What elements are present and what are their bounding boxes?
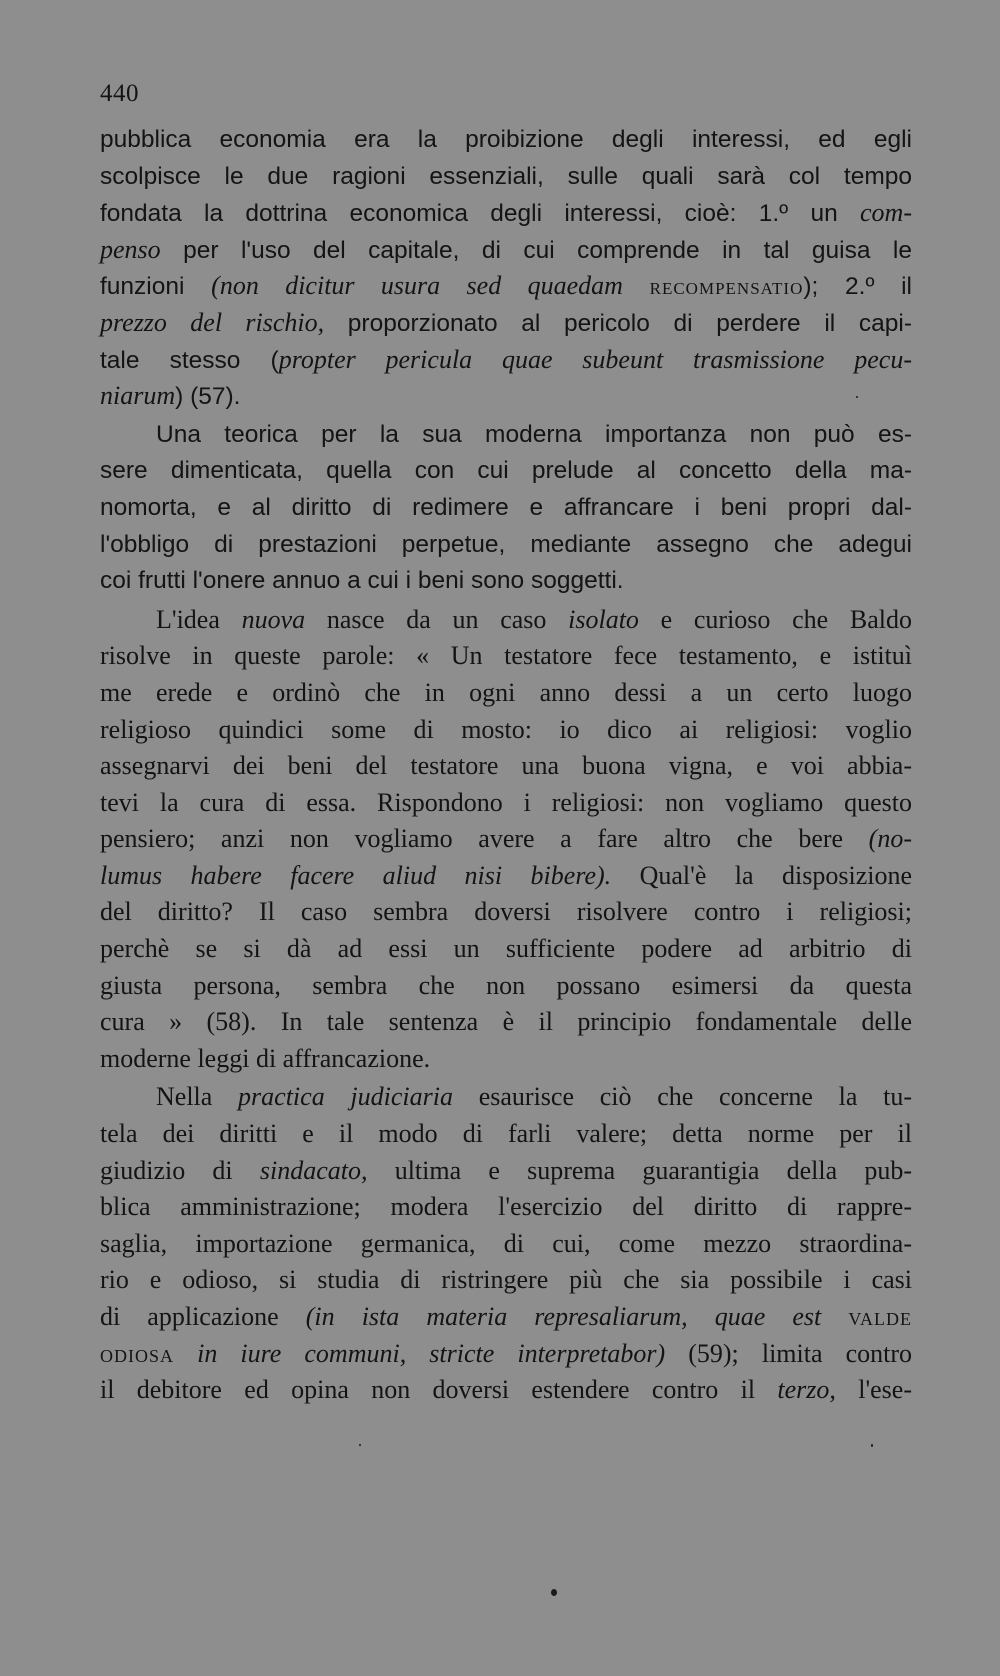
text-segment: funzioni xyxy=(100,273,212,301)
text-line xyxy=(100,894,912,931)
text-segment: tela dei diritti e il modo di farli valere; detta norme per il xyxy=(100,1119,912,1149)
text-line xyxy=(100,675,912,712)
text-line xyxy=(100,1336,912,1373)
text-segment: L'idea xyxy=(156,604,242,634)
text-segment: pensiero; anzi non vogliamo avere a fare altro che bere xyxy=(100,824,869,854)
text-line xyxy=(100,1262,912,1299)
text-segment: fondata la dottrina economica degli interessi, cioè: 1.º un xyxy=(100,200,861,228)
text-line xyxy=(100,1189,912,1226)
text-line xyxy=(100,638,912,675)
text-segment xyxy=(821,1302,848,1331)
text-segment: me erede e ordinò che in ogni anno dessi a un certo luogo xyxy=(100,677,912,707)
text-line xyxy=(100,821,912,858)
text-line xyxy=(100,159,912,196)
text-segment: esaurisce ciò che concerne la tu- xyxy=(452,1082,912,1112)
body-text xyxy=(100,122,912,1409)
text-line xyxy=(100,602,912,639)
text-segment: assegnarvi dei beni del testatore una buona vigna, e voi abbia- xyxy=(100,751,912,781)
text-segment: ); 2.º il xyxy=(803,273,912,301)
text-line xyxy=(100,1299,912,1336)
text-segment: l'obbligo di prestazioni perpetue, mediante assegno che adegui xyxy=(100,530,912,558)
text-segment: moderne leggi di affrancazione. xyxy=(100,1043,431,1073)
text-line xyxy=(100,1153,912,1190)
text-line xyxy=(100,195,912,232)
text-line xyxy=(100,122,912,159)
small-caps-text: odiosa xyxy=(100,1338,175,1368)
text-segment: (59); limita contro xyxy=(665,1338,913,1368)
text-segment: sere dimenticata, quella con cui prelude al concetto della ma- xyxy=(100,457,912,485)
text-segment: saglia, importazione germanica, di cui, come mezzo straordina- xyxy=(100,1228,912,1258)
text-segment: rio e odioso, si studia di ristringere più che sia possibile i casi xyxy=(100,1265,912,1295)
text-segment: del diritto? Il caso sembra doversi risolvere contro i religiosi; xyxy=(100,897,912,927)
text-segment: religioso quindici some di mosto: io dico ai religiosi: voglio xyxy=(100,714,912,744)
italic-text: terzo, xyxy=(777,1375,836,1405)
text-segment: Una teorica per la sua moderna importanza non può es- xyxy=(156,420,912,448)
small-caps-text: recompensatio xyxy=(649,273,804,301)
italic-text: nuova xyxy=(241,604,306,634)
italic-text: practica judiciaria xyxy=(238,1082,453,1112)
text-line xyxy=(100,417,912,454)
text-segment: per l'uso del capitale, di cui comprende in tal guisa le xyxy=(160,236,912,264)
text-segment: coi frutti l'onere annuo a cui i beni sono soggetti. xyxy=(100,567,624,595)
text-line xyxy=(100,858,912,895)
text-line xyxy=(100,342,912,379)
text-line xyxy=(100,268,912,305)
italic-text: sindacato, xyxy=(259,1155,368,1185)
italic-text: (no- xyxy=(868,824,912,854)
italic-text: in iure communi, stricte interpretabor) xyxy=(197,1338,666,1368)
text-segment: cura » (58). In tale sentenza è il principio fondamentale delle xyxy=(100,1007,912,1037)
text-segment: tevi la cura di essa. Rispondono i religiosi: non vogliamo questo xyxy=(100,787,912,817)
text-segment: pubblica economia era la proibizione degli interessi, ed egli xyxy=(100,126,912,153)
page-number: 440 xyxy=(100,80,139,107)
text-line xyxy=(100,1226,912,1263)
text-line xyxy=(100,1004,912,1041)
small-caps-text: valde xyxy=(848,1302,912,1331)
text-segment xyxy=(174,1339,197,1368)
italic-text: com- xyxy=(860,198,912,228)
italic-text: niarum xyxy=(100,381,176,411)
italic-text: prezzo del rischio, xyxy=(100,307,325,337)
text-line xyxy=(100,490,912,527)
text-segment xyxy=(623,273,650,300)
text-segment: tale stesso ( xyxy=(100,346,279,374)
text-segment: blica amministrazione; modera l'esercizio del diritto di rappre- xyxy=(100,1192,912,1222)
text-line xyxy=(100,232,912,269)
text-line xyxy=(100,968,912,1005)
italic-text: lumus habere facere aliud nisi bibere). xyxy=(100,860,612,890)
text-line xyxy=(100,1116,912,1153)
ink-speck xyxy=(359,1444,361,1446)
text-line xyxy=(100,1372,912,1409)
text-segment: nomorta, e al diritto di redimere e affrancare i beni propri dal- xyxy=(100,493,912,521)
text-line xyxy=(100,1079,912,1116)
text-line xyxy=(100,1041,912,1078)
italic-text: (non dicitur usura sed quaedam xyxy=(211,271,623,301)
text-line xyxy=(100,305,912,342)
text-segment: giusta persona, sembra che non possano esimersi da questa xyxy=(100,970,912,1000)
text-segment: risolve in queste parole: « Un testatore fece testamento, e istituì xyxy=(100,641,912,671)
text-segment: il debitore ed opina non doversi estendere contro il xyxy=(100,1375,778,1405)
text-segment: l'ese- xyxy=(835,1375,912,1405)
text-segment: ) (57). xyxy=(175,383,241,411)
text-line xyxy=(100,785,912,822)
ink-speck xyxy=(551,1589,557,1596)
italic-text: isolato xyxy=(568,604,639,634)
ink-speck xyxy=(856,396,858,398)
text-segment: proporzionato al pericolo di perdere il capi- xyxy=(324,309,912,337)
ink-speck xyxy=(871,1444,873,1447)
text-segment: Qual'è la disposizione xyxy=(611,860,912,890)
text-segment: ultima e suprema guarantigia della pub- xyxy=(367,1155,912,1185)
text-line xyxy=(100,378,912,415)
text-segment: Nella xyxy=(156,1082,239,1112)
italic-text: propter pericula quae subeunt trasmissione pecu- xyxy=(278,344,912,374)
text-segment: scolpisce le due ragioni essenziali, sulle quali sarà col tempo xyxy=(100,162,912,190)
text-line xyxy=(100,563,912,600)
text-segment: giudizio di xyxy=(100,1155,260,1185)
text-line xyxy=(100,453,912,490)
text-line xyxy=(100,527,912,564)
text-line xyxy=(100,748,912,785)
text-segment: nasce da un caso xyxy=(305,604,569,634)
text-segment: perchè se si dà ad essi un sufficiente podere ad arbitrio di xyxy=(100,934,912,964)
italic-text: (in ista materia represaliarum, quae est xyxy=(305,1302,822,1331)
text-line xyxy=(100,931,912,968)
italic-text: penso xyxy=(100,234,161,264)
text-line xyxy=(100,712,912,749)
text-segment: di applicazione xyxy=(100,1302,306,1331)
text-segment: e curioso che Baldo xyxy=(638,604,912,634)
